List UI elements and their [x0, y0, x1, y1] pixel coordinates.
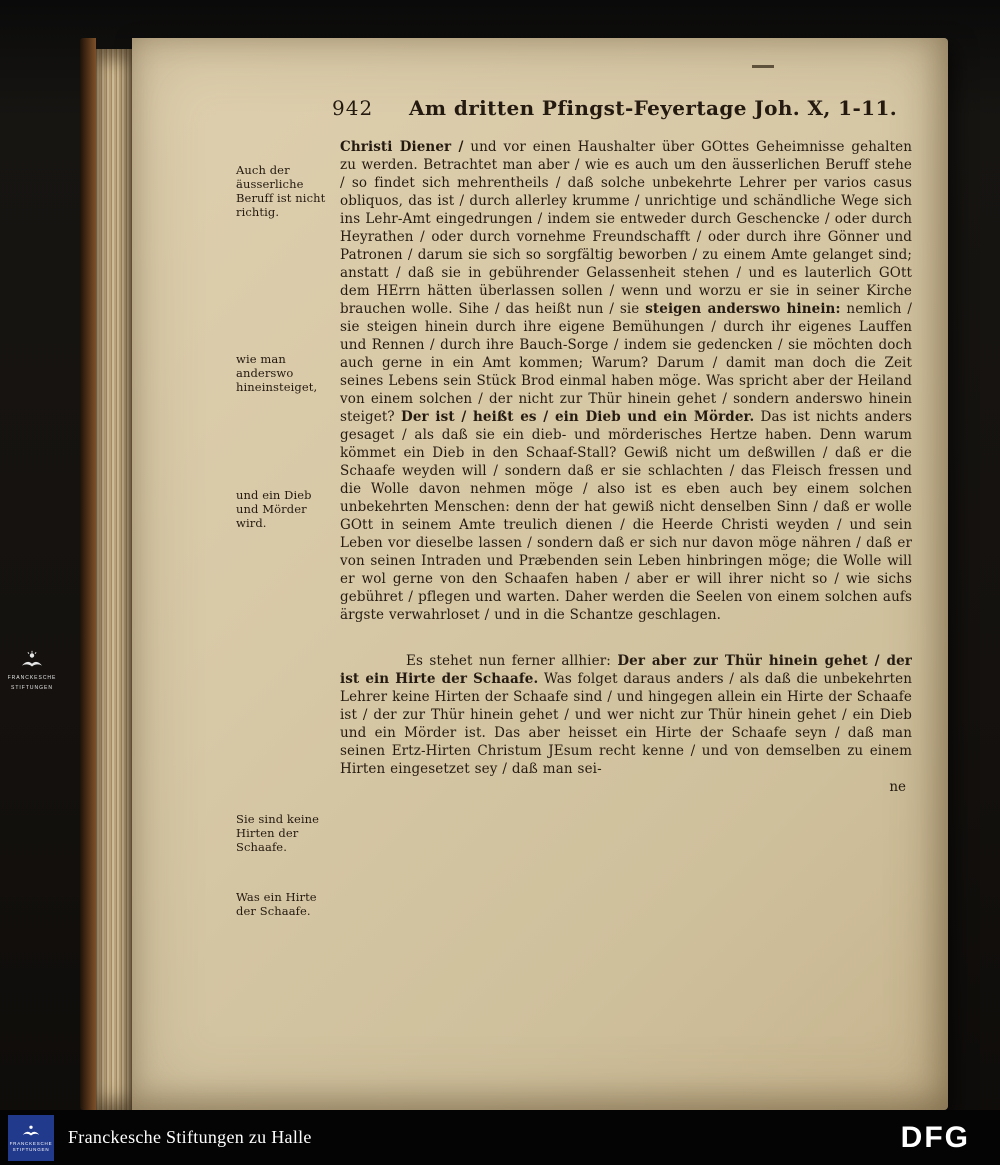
page-edges	[96, 49, 132, 1110]
margin-note: Auch der äusserliche Beruff ist nicht richtig.	[236, 163, 326, 219]
footer-title: Franckesche Stiftungen zu Halle	[68, 1127, 312, 1147]
footer-bar	[0, 1110, 1000, 1165]
book-page	[132, 38, 948, 1110]
dfg-logo[interactable]: DFG	[900, 1120, 970, 1154]
page-number: 942	[332, 96, 374, 120]
eagle-sun-icon	[21, 650, 43, 672]
book-photo	[80, 38, 948, 1110]
margin-note: wie man anderswo hineinsteiget,	[236, 352, 318, 394]
fs-logo-caption-line2: STIFTUNGEN	[12, 1146, 50, 1152]
paragraph: Christi Diener / und vor einen Haushalter über GOttes Geheimnisse gehalten zu werden. Betrachtet man aber / wie es auch um den äusserlichen Beruff stehe / so findet sich mehrentheils / daß solche unbekehrte Lehrer per varios casus obliquos, das ist / durch allerley krumme / unrichtige und schändliche Wege sich ins Lehr-Amt eingedrungen / indem sie entweder durch Geschencke / oder durch Heyrathen / oder durch vornehme Freundschafft / oder durch ihre Gönner und Patronen / darum sie sich so sorgfältig beworben / zu einem Amte gelanget sind; anstatt / daß sie in gebührender Gelassenheit stehen / und es lauterlich GOtt dem HErrn hätten überlassen sollen / wenn und worzu er sie in seiner Kirche brauchen wolle. Sihe / das heißt nun / sie steigen anderswo hinein: nemlich / sie steigen hinein durch ihre eigene Bemühungen / durch ihr eigenes Lauffen und Rennen / durch ihre Bauch-Sorge / indem sie gedencken / sie möchten doch auch gerne in ein Amt kommen; Warum? Darum / damit man doch die Zeit seines Lebens sein Stück Brod einmal haben möge. Was spricht aber der Heiland von einem solchen / der nicht zur Thür hinein gehet / sondern anderswo hinein steiget? Der ist / heißt es / ein Dieb und ein Mörder. Das ist nichts anders gesaget / als daß sie ein dieb- und mörderisches Hertze haben. Denn warum kömmet ein Dieb in den Schaaf-Stall? Gewiß nicht um deßwillen / daß er die Schaafe weyden will / sondern daß er sie schlachten / das Fleisch fressen und die Wolle davon nehmen möge / also ist es eben auch bey einem solchen unbekehrten Menschen: denn der hat gewiß nicht denselben Sinn / daß er wolle GOtt in seinem Amte treulich dienen / die Heerde Christi weyden / und sein Leben vor dieselbe lassen / sondern daß er sich nur davon möge nähren / daß er von seinen Intraden und Præbenden sein Leben hinbringen möge; die Wolle will er wol gerne von den Schaafen haben / aber er will ihrer nicht so / wie sichs gebühret / pflegen und warten. Daher werden die Seelen von einem solchen aufs ärgste verwahrloset / und in die Schantze geschlagen.	[340, 139, 912, 623]
eagle-sun-icon	[22, 1123, 40, 1139]
book-spine	[80, 38, 96, 1110]
paragraph: Es stehet nun ferner allhier: Der aber zur Thür hinein gehet / der ist ein Hirte der Schaafe. Was folget daraus anders / als daß die unbekehrten Lehrer keine Hirten der Schaafe sind / und hingegen allein ein Hirte der Schaafe ist / der zur Thür hinein gehet / und wer nicht zur Thür hinein gehet / ein Dieb und ein Mörder ist. Das aber heisset ein Hirte der Schaafe seyn / daß man seinen Ertz-Hirten Christum JEsum recht kenne / und von demselben zu einem Hirten eingesetzet sey / daß man sei-	[340, 653, 912, 777]
watermark-caption-line2: STIFTUNGEN	[11, 685, 53, 691]
franckesche-stiftungen-logo[interactable]	[8, 1115, 54, 1161]
printer-mark	[752, 65, 774, 68]
margin-note: und ein Dieb und Mörder wird.	[236, 488, 312, 530]
margin-note: Sie sind keine Hirten der Schaafe.	[236, 812, 320, 854]
franckesche-stiftungen-watermark	[6, 650, 58, 692]
watermark-caption-line1: FRANCKESCHE	[7, 675, 57, 681]
margin-notes	[236, 138, 332, 1038]
main-text	[340, 138, 912, 796]
page-header-title: Am dritten Pfingst-Feyertage Joh. X, 1-11.	[409, 96, 898, 120]
page-content	[236, 138, 916, 1038]
margin-note: Was ein Hirte der Schaafe.	[236, 890, 317, 918]
page-header	[332, 96, 917, 120]
catchword: ne	[889, 779, 906, 795]
fs-logo-caption-line1: FRANCKESCHE	[9, 1141, 53, 1146]
